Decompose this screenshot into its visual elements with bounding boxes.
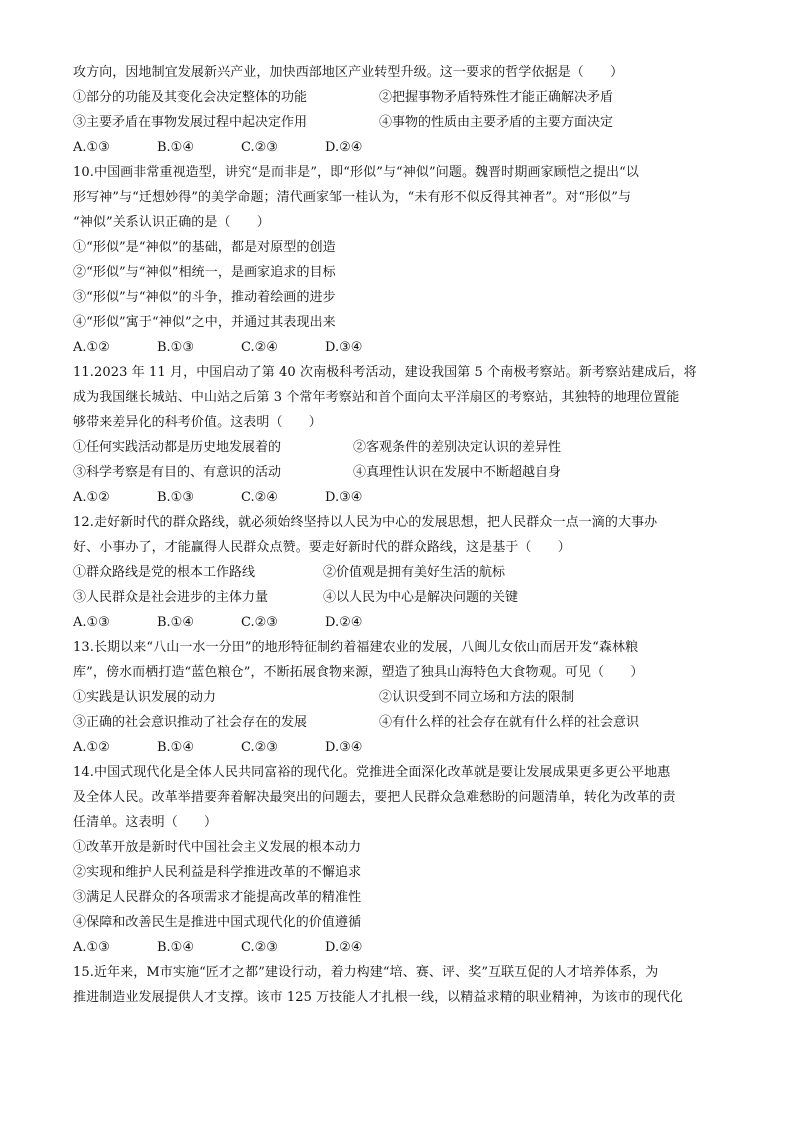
question-stem-line: 够带来差异化的科考价值。这表明（ ） [73, 415, 322, 430]
answer-d: D.②④ [325, 140, 363, 155]
answer-a: A.①② [73, 490, 110, 505]
question-10 [73, 160, 723, 360]
option-3: ③满足人民群众的各项需求才能提高改革的精准性 [73, 890, 362, 905]
answer-choices [73, 610, 723, 635]
question-15 [73, 960, 723, 1010]
answer-b: B.①④ [157, 940, 194, 955]
option-2: ②客观条件的差别决定认识的差异性 [353, 440, 562, 455]
question-13 [73, 635, 723, 760]
option-3: ③科学考察是有目的、有意识的活动 [73, 465, 282, 480]
answer-a: A.①② [73, 740, 110, 755]
answer-d: D.③④ [325, 490, 363, 505]
answer-a: A.①③ [73, 940, 110, 955]
option-4: ④事物的性质由主要矛盾的主要方面决定 [379, 115, 614, 130]
option-4: ④有什么样的社会存在就有什么样的社会意识 [379, 715, 640, 730]
option-3: ③人民群众是社会进步的主体力量 [73, 590, 269, 605]
answer-c: C.②④ [241, 340, 278, 355]
options-row [73, 85, 723, 110]
question-stem-line: 15.近年来，M市实施“匠才之都”建设行动，着力构建“培、赛、评、奖”互联互促的人才培养体系，为 [73, 965, 659, 980]
option-1: ①部分的功能及其变化会决定整体的功能 [73, 90, 308, 105]
answer-c: C.②③ [241, 940, 278, 955]
option-4: ④以人民为中心是解决问题的关键 [323, 590, 519, 605]
answer-choices [73, 135, 723, 160]
question-12 [73, 510, 723, 635]
option-1: ①群众路线是党的根本工作路线 [73, 565, 256, 580]
answer-d: D.③④ [325, 340, 363, 355]
question-9 [73, 60, 723, 160]
answer-choices [73, 935, 723, 960]
answer-choices [73, 485, 723, 510]
option-1: ①实践是认识发展的动力 [73, 690, 217, 705]
option-4: ④真理性认识在发展中不断超越自身 [353, 465, 562, 480]
question-stem-line: 好、小事办了，才能赢得人民群众点赞。要走好新时代的群众路线，这是基于（ ） [73, 540, 571, 555]
answer-b: B.①④ [157, 740, 194, 755]
question-stem-line: 任清单。这表明（ ） [73, 815, 218, 830]
options-row [73, 460, 723, 485]
answer-c: C.②④ [241, 490, 278, 505]
question-stem-line: 成为我国继长城站、中山站之后第 3 个常年考察站和首个面向太平洋扇区的考察站，其独特的地理位置能 [73, 390, 680, 405]
question-stem-line: 及全体人民。改革举措要奔着解决最突出的问题去，要把人民群众急难愁盼的问题清单，转化为改革的责 [73, 790, 676, 805]
options-row [73, 585, 723, 610]
question-14 [73, 760, 723, 960]
option-3: ③“形似”与“神似”的斗争，推动着绘画的进步 [73, 290, 336, 305]
options-row [73, 560, 723, 585]
question-stem-line: 12.走好新时代的群众路线，就必须始终坚持以人民为中心的发展思想，把人民群众一点一滴的大事办 [73, 515, 658, 530]
answer-a: A.①③ [73, 140, 110, 155]
options-row [73, 110, 723, 135]
question-stem-line: 14.中国式现代化是全体人民共同富裕的现代化。党推进全面深化改革就是要让发展成果更多更公平地惠 [73, 765, 671, 780]
exam-page [73, 60, 723, 1010]
option-4: ④“形似”寓于“神似”之中，并通过其表现出来 [73, 315, 336, 330]
answer-b: B.①③ [157, 490, 194, 505]
question-stem-line: 11.2023 年 11 月，中国启动了第 40 次南极科考活动，建设我国第 5 个南极考察站。新考察站建成后，将 [73, 365, 697, 380]
question-stem-line: “神似”关系认识正确的是（ ） [73, 215, 270, 230]
option-4: ④保障和改善民生是推进中国式现代化的价值遵循 [73, 915, 362, 930]
option-3: ③主要矛盾在事物发展过程中起决定作用 [73, 115, 308, 130]
answer-a: A.①③ [73, 615, 110, 630]
answer-choices [73, 735, 723, 760]
question-stem-line: 库”，傍水而栖打造“蓝色粮仓”，不断拓展食物来源，塑造了独具山海特色大食物观。可见（ ） [73, 665, 644, 680]
question-stem-line: 形写神”与“迁想妙得”的美学命题；清代画家邹一桂认为，“未有形不似反得其神者”。对“形似”与 [73, 190, 632, 205]
answer-d: D.②④ [325, 940, 363, 955]
options-row [73, 435, 723, 460]
option-3: ③正确的社会意识推动了社会存在的发展 [73, 715, 308, 730]
question-stem-line: 10.中国画非常重视造型，讲究“是而非是”，即“形似”与“神似”问题。魏晋时期画家顾恺之提出“以 [73, 165, 639, 180]
answer-b: B.①④ [157, 615, 194, 630]
answer-b: B.①③ [157, 340, 194, 355]
question-stem-line: 攻方向，因地制宜发展新兴产业，加快西部地区产业转型升级。这一要求的哲学依据是（ ） [73, 65, 624, 80]
option-2: ②实现和维护人民利益是科学推进改革的不懈追求 [73, 865, 362, 880]
answer-d: D.③④ [325, 740, 363, 755]
options-row [73, 685, 723, 710]
option-2: ②价值观是拥有美好生活的航标 [323, 565, 506, 580]
question-stem-line: 推进制造业发展提供人才支撑。该市 125 万技能人才扎根一线，以精益求精的职业精神，为该市的现代化 [73, 990, 683, 1005]
answer-c: C.②③ [241, 140, 278, 155]
option-2: ②“形似”与“神似”相统一，是画家追求的目标 [73, 265, 336, 280]
answer-c: C.②③ [241, 740, 278, 755]
answer-d: D.②④ [325, 615, 363, 630]
question-stem-line: 13.长期以来“八山一水一分田”的地形特征制约着福建农业的发展，八闽儿女依山而居开发“森林粮 [73, 640, 639, 655]
question-11 [73, 360, 723, 510]
answer-choices [73, 335, 723, 360]
option-1: ①任何实践活动都是历史地发展着的 [73, 440, 282, 455]
answer-b: B.①④ [157, 140, 194, 155]
answer-a: A.①② [73, 340, 110, 355]
option-2: ②把握事物矛盾特殊性才能正确解决矛盾 [379, 90, 614, 105]
answer-c: C.②③ [241, 615, 278, 630]
option-1: ①“形似”是“神似”的基础，都是对原型的创造 [73, 240, 336, 255]
options-row [73, 710, 723, 735]
option-2: ②认识受到不同立场和方法的限制 [379, 690, 575, 705]
option-1: ①改革开放是新时代中国社会主义发展的根本动力 [73, 840, 362, 855]
